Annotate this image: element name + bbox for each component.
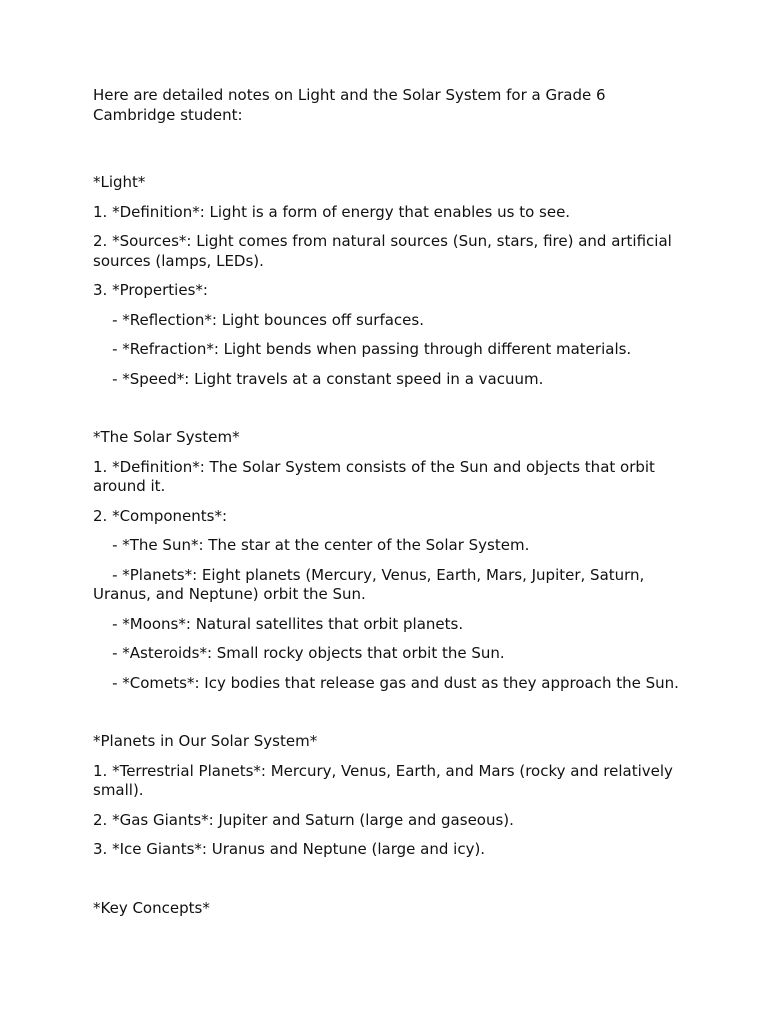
document-page	[93, 86, 683, 928]
solar-item-sun: - *The Sun*: The star at the center of the Solar System.	[93, 536, 530, 554]
solar-item-components: 2. *Components*:	[93, 506, 228, 525]
solar-item-planets: - *Planets*: Eight planets (Mercury, Venus, Earth, Mars, Jupiter, Saturn, Uranus, and Neptune) orbit the Sun.	[93, 565, 650, 603]
solar-system-heading: *The Solar System*	[93, 428, 240, 446]
light-item-refraction: - *Refraction*: Light bends when passing through different materials.	[93, 340, 632, 358]
solar-item-moons: - *Moons*: Natural satellites that orbit planets.	[93, 614, 464, 633]
solar-item-definition: 1. *Definition*: The Solar System consists of the Sun and objects that orbit around it.	[93, 457, 660, 495]
light-item-sources: 2. *Sources*: Light comes from natural sources (Sun, stars, fire) and artificial sources (lamps, LEDs).	[93, 232, 677, 270]
planets-item-terrestrial: 1. *Terrestrial Planets*: Mercury, Venus, Earth, and Mars (rocky and relatively small).	[93, 761, 678, 799]
light-item-reflection: - *Reflection*: Light bounces off surfaces.	[93, 310, 424, 329]
planets-heading: *Planets in Our Solar System*	[93, 732, 318, 750]
key-concepts-heading: *Key Concepts*	[93, 898, 210, 917]
light-item-properties: 3. *Properties*:	[93, 281, 208, 299]
light-heading: *Light*	[93, 173, 146, 191]
solar-item-asteroids: - *Asteroids*: Small rocky objects that orbit the Sun.	[93, 644, 505, 662]
intro-paragraph: Here are detailed notes on Light and the Solar System for a Grade 6 Cambridge student:	[93, 86, 611, 124]
planets-item-gas-giants: 2. *Gas Giants*: Jupiter and Saturn (large and gaseous).	[93, 810, 514, 829]
solar-item-comets: - *Comets*: Icy bodies that release gas and dust as they approach the Sun.	[93, 673, 679, 692]
planets-item-ice-giants: 3. *Ice Giants*: Uranus and Neptune (large and icy).	[93, 840, 486, 858]
light-item-speed: - *Speed*: Light travels at a constant speed in a vacuum.	[93, 369, 544, 388]
light-item-definition: 1. *Definition*: Light is a form of energy that enables us to see.	[93, 202, 571, 221]
